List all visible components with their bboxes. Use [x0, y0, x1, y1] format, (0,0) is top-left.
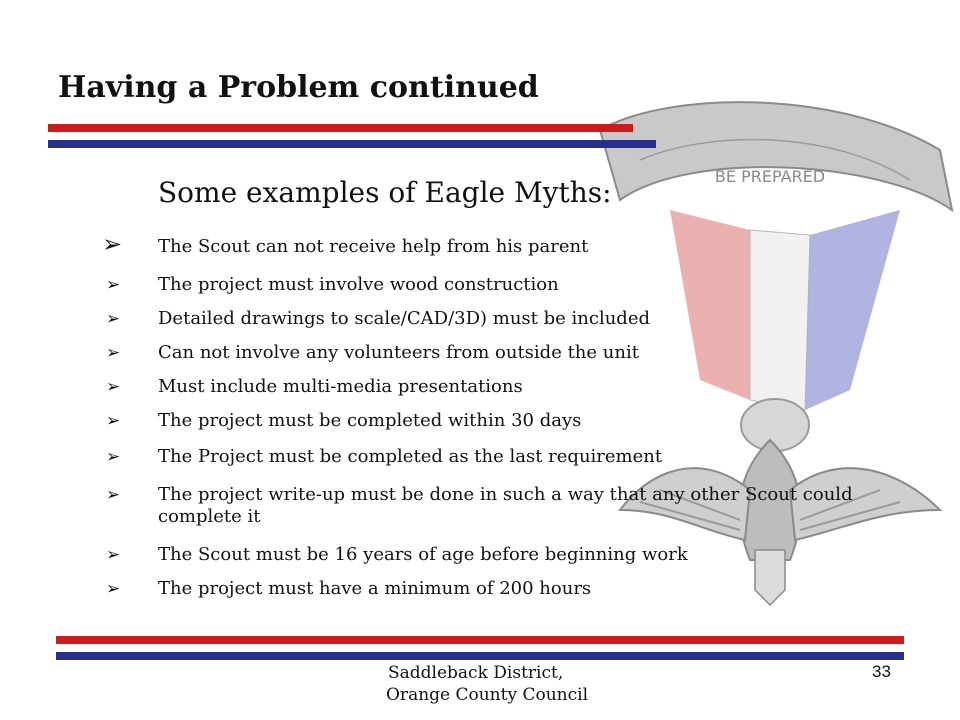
myth-item [100, 410, 898, 432]
bullet-arrow-icon: ➢ [106, 377, 121, 397]
bullet-arrow-icon: ➢ [106, 343, 121, 363]
footer-line-1: Saddleback District, [388, 663, 564, 683]
myth-item [100, 376, 898, 398]
bullet-arrow-icon: ➢ [106, 579, 121, 599]
myth-text: The Project must be completed as the last requirement [158, 446, 663, 467]
myth-text: The project write-up must be done in such a way that any other Scout could complete it [158, 484, 853, 527]
title-rule-blue [48, 140, 656, 148]
bullet-arrow-icon: ➢ [106, 275, 121, 295]
title-rule-red [48, 124, 633, 132]
bullet-arrow-icon: ➢ [106, 545, 121, 565]
myth-item [100, 484, 898, 528]
footer-organization [386, 662, 588, 706]
myth-item [100, 308, 898, 330]
myth-text: The project must have a minimum of 200 hours [158, 578, 592, 599]
myth-text: The project must be completed within 30 days [158, 410, 582, 431]
bullet-arrow-icon: ➢ [106, 485, 121, 505]
slide-title: Having a Problem continued [58, 70, 539, 105]
bullet-arrow-icon: ➢ [102, 230, 123, 258]
footer-rule-red [56, 636, 904, 644]
myth-text: Must include multi-media presentations [158, 376, 523, 397]
footer-line-2: Orange County Council [386, 685, 589, 705]
myth-item [100, 230, 898, 258]
page-number: 33 [872, 662, 891, 681]
eagle-badge-image [580, 90, 960, 650]
slide-subtitle: Some examples of Eagle Myths: [158, 176, 612, 209]
myth-item [100, 446, 898, 468]
myth-item [100, 544, 898, 566]
badge-scroll-text: BE PREPARED [714, 167, 826, 186]
footer-rule-blue [56, 652, 904, 660]
bullet-arrow-icon: ➢ [106, 411, 121, 431]
bullet-arrow-icon: ➢ [106, 309, 121, 329]
myth-item [100, 342, 898, 364]
bullet-arrow-icon: ➢ [106, 447, 121, 467]
myth-item [100, 274, 898, 296]
myth-text: Detailed drawings to scale/CAD/3D) must be included [158, 308, 650, 329]
myth-text: Can not involve any volunteers from outside the unit [158, 342, 639, 363]
myth-text: The project must involve wood construction [158, 274, 559, 295]
myth-text: The Scout must be 16 years of age before beginning work [158, 544, 688, 565]
myth-text: The Scout can not receive help from his parent [158, 236, 589, 257]
myth-item [100, 578, 898, 600]
